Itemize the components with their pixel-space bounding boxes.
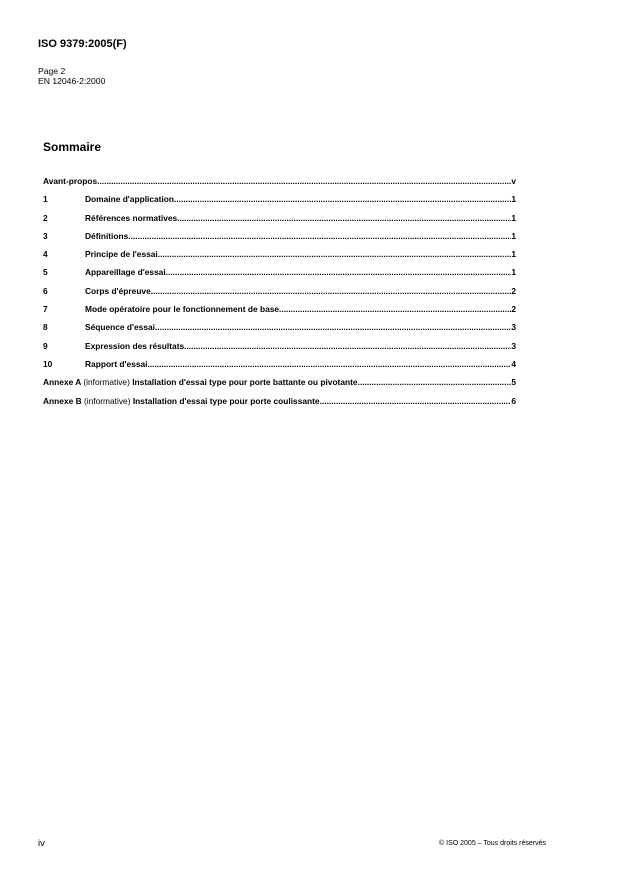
- toc-entry-page: 2: [511, 304, 516, 315]
- toc-annex-b[interactable]: [43, 396, 516, 414]
- toc-entry-title: Mode opératoire pour le fonctionnement de base: [85, 304, 280, 315]
- toc-annex-title: [43, 396, 320, 406]
- toc-entry-page: 1: [511, 212, 516, 223]
- dot-leader: [320, 396, 512, 406]
- dot-leader: [358, 377, 512, 387]
- annex-qualifier: (informative): [83, 395, 131, 406]
- toc-entry-title: Définitions: [85, 230, 129, 241]
- toc-entry-title: Expression des résultats: [85, 340, 185, 351]
- toc-entry-page: 5: [511, 377, 516, 388]
- toc-entry-number: 3: [43, 230, 48, 241]
- toc-entry[interactable]: [43, 286, 516, 304]
- annex-prefix: Annexe B: [43, 395, 82, 406]
- page-line: Page 2: [38, 66, 66, 76]
- toc-entry[interactable]: [43, 194, 516, 212]
- toc-entry[interactable]: [43, 213, 516, 231]
- toc-entry-avant-propos[interactable]: [43, 176, 516, 194]
- toc-entry-title: Corps d'épreuve: [85, 285, 151, 296]
- toc-entry[interactable]: [43, 267, 516, 285]
- dot-leader: [97, 176, 511, 186]
- annex-qualifier: (informative): [83, 377, 130, 388]
- dot-leader: [166, 267, 512, 277]
- toc-entry-number: 7: [43, 304, 48, 315]
- toc-entry-number: 1: [43, 194, 48, 205]
- dot-leader: [158, 249, 512, 259]
- toc-entry-number: 4: [43, 249, 48, 260]
- toc-entry-page: 4: [511, 358, 516, 369]
- toc-entry-number: 2: [43, 212, 48, 223]
- toc-entry-page: 1: [511, 267, 516, 278]
- toc-entry-page: 1: [511, 194, 516, 205]
- toc-annex-a[interactable]: [43, 377, 516, 395]
- toc-entry[interactable]: [43, 249, 516, 267]
- toc-entry-number: 9: [43, 340, 48, 351]
- dot-leader: [279, 304, 511, 314]
- dot-leader: [128, 231, 511, 241]
- annex-title: Installation d'essai type pour porte battante ou pivotante: [132, 377, 358, 388]
- toc-entry-title: Avant-propos: [43, 176, 98, 186]
- toc-entry-page: 3: [511, 340, 516, 351]
- dot-leader: [174, 194, 511, 204]
- toc-entry-title: Séquence d'essai: [85, 322, 155, 333]
- toc-entry-title: Appareillage d'essai: [85, 267, 166, 278]
- annex-prefix: Annexe A: [43, 377, 82, 388]
- toc-entry-title: Principe de l'essai: [85, 249, 158, 260]
- dot-leader: [184, 341, 511, 351]
- page-reference: [38, 66, 105, 86]
- toc-entry[interactable]: [43, 359, 516, 377]
- toc-entry-number: 5: [43, 267, 48, 278]
- toc-entry-page: v: [511, 176, 516, 186]
- dot-leader: [155, 322, 511, 332]
- document-header-title: ISO 9379:2005(F): [38, 38, 127, 50]
- toc-entry-page: 1: [511, 230, 516, 241]
- dot-leader: [151, 286, 512, 296]
- dot-leader: [148, 359, 512, 369]
- toc-entry-title: Références normatives: [85, 212, 178, 223]
- toc-entry-title: Rapport d'essai: [85, 358, 148, 369]
- toc-entry-title: Domaine d'application: [85, 194, 175, 205]
- footer-copyright: © ISO 2005 – Tous droits réservés: [439, 840, 546, 847]
- dot-leader: [177, 213, 511, 223]
- toc-entry[interactable]: [43, 341, 516, 359]
- toc-entry-page: 3: [511, 322, 516, 333]
- toc-entry[interactable]: [43, 231, 516, 249]
- toc-entry-number: 8: [43, 322, 48, 333]
- table-of-contents: [43, 176, 516, 414]
- footer-page-number: iv: [38, 838, 45, 849]
- toc-entry-page: 1: [511, 249, 516, 260]
- toc-entry-page: 6: [511, 395, 516, 406]
- toc-entry[interactable]: [43, 322, 516, 340]
- toc-heading: Sommaire: [43, 140, 102, 154]
- toc-entry[interactable]: [43, 304, 516, 322]
- toc-entry-number: 6: [43, 285, 48, 296]
- toc-annex-title: [43, 377, 358, 387]
- annex-title: Installation d'essai type pour porte coulissante: [132, 395, 320, 406]
- standard-line: EN 12046-2:2000: [38, 76, 106, 86]
- toc-entry-page: 2: [511, 285, 516, 296]
- toc-entry-number: 10: [43, 358, 53, 369]
